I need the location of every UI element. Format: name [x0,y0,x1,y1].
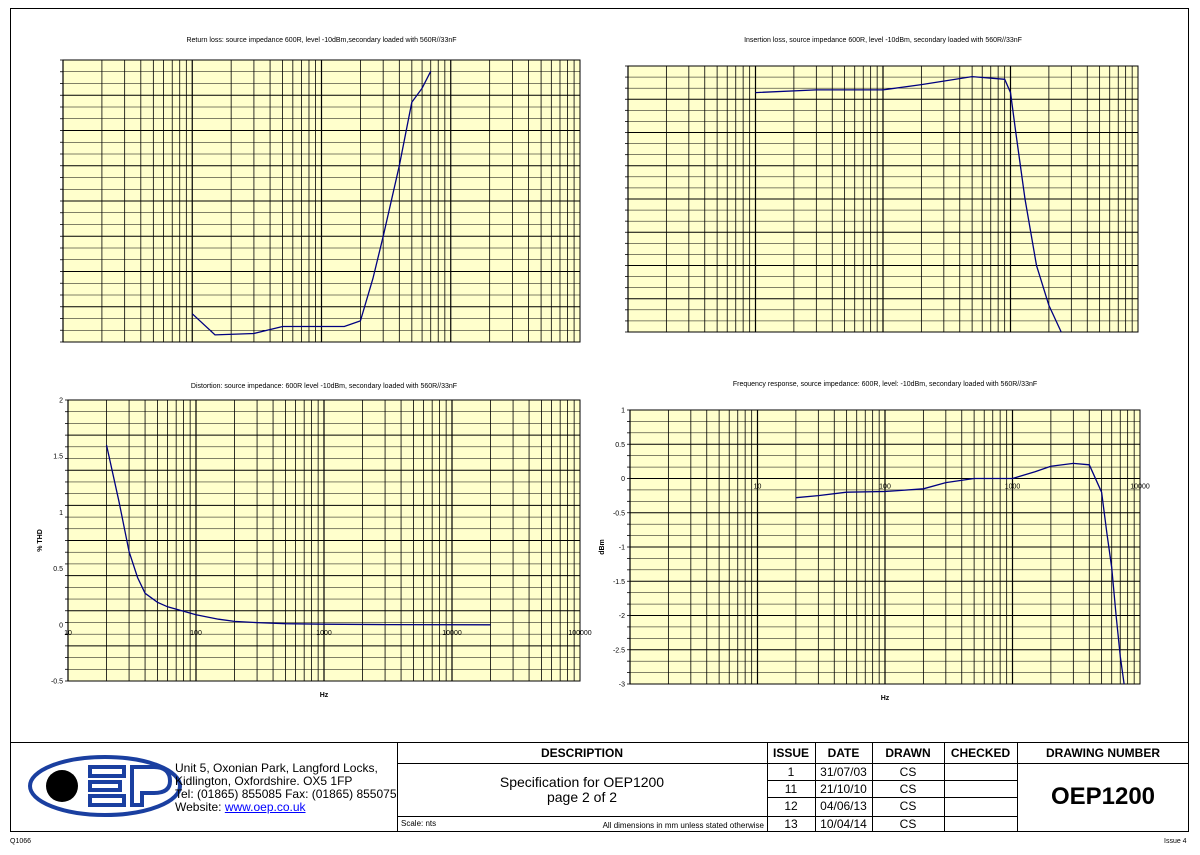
y-tick-label: 1 [621,407,625,415]
description-header: DESCRIPTION [540,746,623,760]
description-line-2: page 2 of 2 [546,789,618,805]
return-loss-chart [30,30,590,360]
y-tick-label: 0.5 [615,441,625,449]
x-tick-label: 10000 [1130,483,1150,491]
y-tick-label: -0.5 [50,678,63,686]
chart-title: Insertion loss, source impedance 600R, level -10dBm, secondary loaded with 560R//33nF [744,37,1022,44]
y-tick-label: -2.5 [612,647,625,655]
footer-left-code: Q1066 [10,838,32,845]
x-tick-label: 10000 [442,629,462,637]
drawn-header: DRAWN [885,746,931,760]
revision-drawn: CS [899,799,917,813]
x-tick-label: 10 [753,483,762,491]
revision-issue: 11 [784,782,798,796]
x-axis-label: Hz [880,695,890,702]
y-tick-label: -1 [618,544,625,552]
y-tick-label: 1 [59,509,63,517]
y-tick-label: 0.5 [53,566,63,574]
x-tick-label: 1000 [1004,483,1021,491]
checked-header: CHECKED [950,746,1011,760]
contact-line: Tel: (01865) 855085 Fax: (01865) 855075 [175,787,397,801]
company-address [175,762,405,814]
oep-logo [28,755,183,817]
address-line-1: Unit 5, Oxonian Park, Langford Locks, [175,761,378,775]
logo-o-mark [46,770,78,802]
revision-drawn: CS [899,817,917,831]
y-tick-label: 0 [621,476,625,483]
revision-date: 10/04/14 [820,817,867,831]
drawing-number: OEP1200 [1050,783,1156,810]
drawing-number-header: DRAWING NUMBER [1046,746,1160,760]
x-axis-label: Hz [319,692,329,699]
chart-title: Distortion: source impedance: 600R level -10dBm, secondary loaded with 560R//33nF [190,383,458,390]
return-loss-svg [30,30,590,360]
dimensions-note: All dimensions in mm unless stated otherwise [602,821,764,830]
revision-issue: 12 [784,799,798,813]
chart-title: Return loss: source impedance 600R, level -10dBm,secondary loaded with 560R//33nF [186,37,457,44]
frequency-response-chart [600,378,1160,708]
y-axis-label: % THD [37,529,44,552]
revision-drawn: CS [899,782,917,796]
distortion-chart [30,378,590,708]
x-tick-label: 100 [879,483,891,491]
revision-drawn: CS [899,765,917,779]
y-tick-label: -3 [618,681,625,689]
y-axis-label: dBm [599,539,606,555]
website-label: Website: [175,800,225,814]
x-tick-label: 1000 [316,629,332,637]
y-tick-label: 0 [59,622,63,630]
y-tick-label: -1.5 [612,578,625,586]
address-line-2: Kidlington, Oxfordshire. OX5 1FP [175,774,353,788]
website-line [175,801,405,814]
date-header: DATE [827,746,860,760]
y-tick-label: 2 [59,397,63,405]
scale-note: Scale: nts [401,819,437,828]
footer-issue: Issue 4 [1164,838,1187,845]
chart-title: Frequency response, source impedance: 600R, level: -10dBm, secondary loaded with 560R//33nF [732,381,1038,388]
y-tick-label: -2 [618,613,625,620]
revision-issue: 1 [787,765,795,779]
distortion-svg [30,378,590,708]
revision-date: 31/07/03 [820,765,867,779]
issue-header: ISSUE [772,746,809,760]
insertion-loss-chart [600,30,1160,360]
x-tick-label: 100 [190,629,202,637]
revision-date: 21/10/10 [820,782,867,796]
title-block [10,742,1189,832]
y-tick-label: 1.5 [53,453,63,461]
revision-date: 04/06/13 [820,799,867,813]
insertion-loss-svg [600,30,1160,360]
revision-issue: 13 [784,817,798,831]
frequency-response-svg [600,378,1160,708]
description-line-1: Specification for OEP1200 [499,774,665,790]
website-link[interactable]: www.oep.co.uk [224,800,306,814]
x-tick-label: 10 [64,629,72,637]
y-tick-label: -0.5 [612,510,625,518]
x-tick-label: 100000 [568,629,592,637]
